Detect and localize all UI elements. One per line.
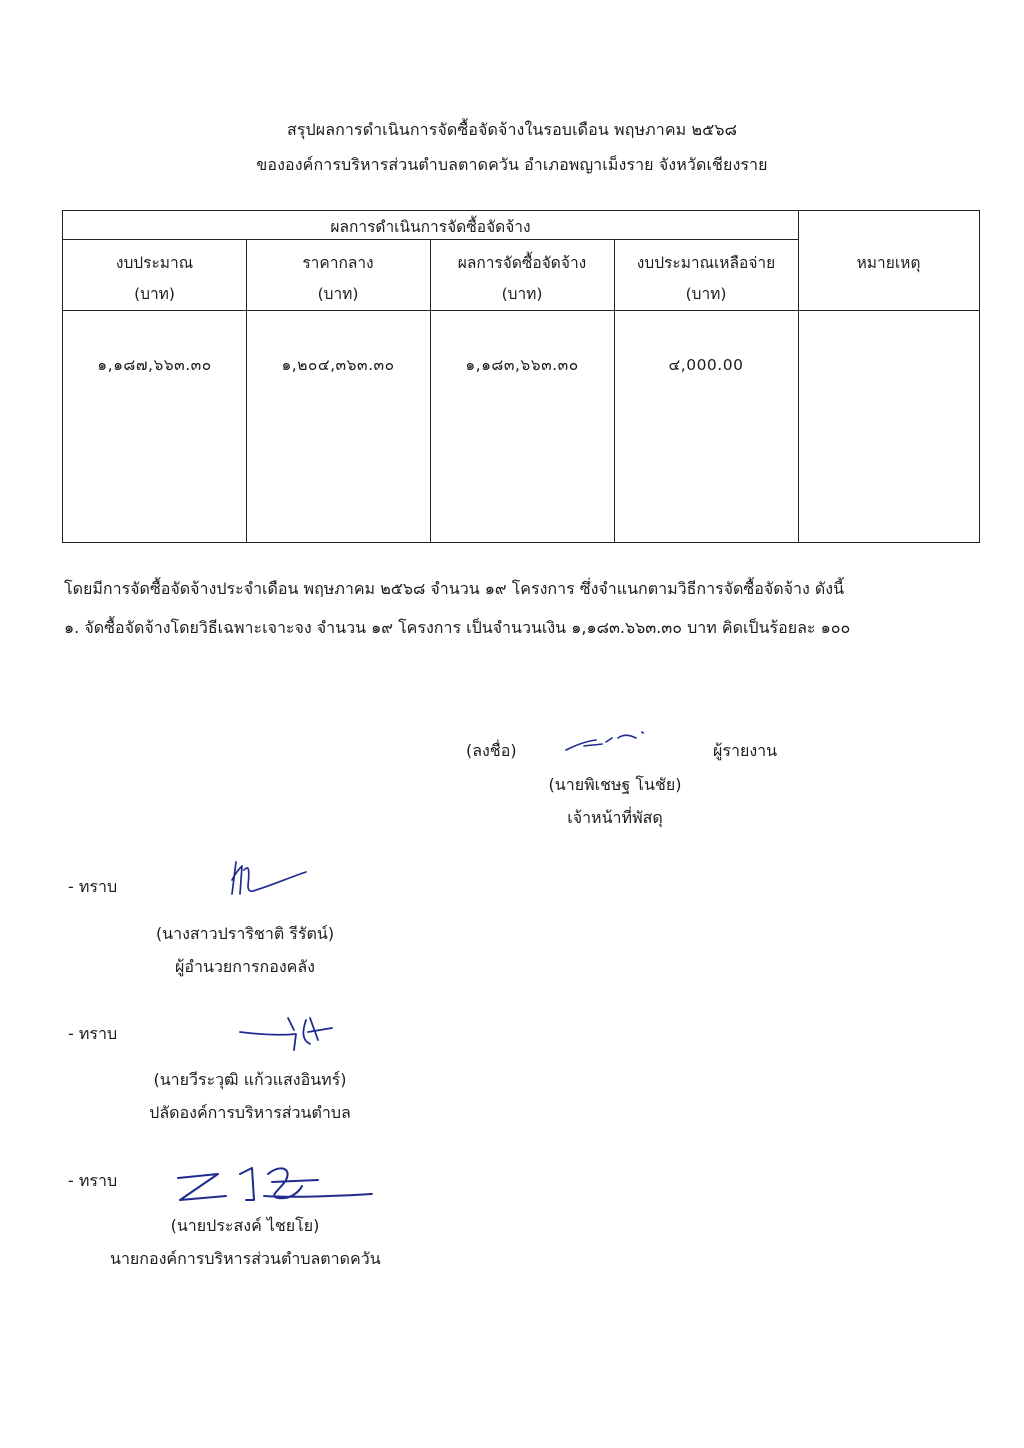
acknowledge-label: - ทราบ bbox=[68, 877, 118, 896]
sign-label: (ลงชื่อ) bbox=[466, 741, 517, 760]
document-title: สรุปผลการดำเนินการจัดซื้อจัดจ้างในรอบเดือน พฤษภาคม ๒๕๖๘ bbox=[286, 120, 738, 139]
acknowledger-name: (นางสาวปราริชาติ รีรัตน์) bbox=[155, 924, 335, 943]
group-header: ผลการดำเนินการจัดซื้อจัดจ้าง bbox=[330, 218, 531, 236]
column-header-procurement-result bbox=[430, 253, 614, 304]
acknowledge-label: - ทราบ bbox=[68, 1024, 118, 1043]
finance-director-signature bbox=[222, 856, 312, 900]
row-divider bbox=[63, 239, 798, 240]
column-header-unit: (บาท) bbox=[317, 285, 359, 303]
column-header-label: งบประมาณ bbox=[115, 254, 194, 272]
column-header-unit: (บาท) bbox=[134, 285, 175, 303]
acknowledger-name: (นายวีระวุฒิ แก้วแสงอินทร์) bbox=[153, 1070, 347, 1089]
chief-administrator-signature bbox=[236, 1010, 336, 1058]
reporter-name: (นายพิเชษฐ โนชัย) bbox=[548, 775, 682, 794]
summary-line-1: โดยมีการจัดซื้อจัดจ้างประจำเดือน พฤษภาคม ๒๕๖๘ จำนวน ๑๙ โครงการ ซึ่งจำแนกตามวิธีการจัดซื้อจัดจ้าง ดังนี้ bbox=[64, 579, 845, 598]
column-header-remark: หมายเหตุ bbox=[856, 254, 921, 272]
column-header-label: ราคากลาง bbox=[302, 254, 374, 272]
acknowledger-name: (นายประสงค์ ไชยโย) bbox=[170, 1216, 320, 1235]
row-divider bbox=[63, 310, 979, 311]
cell-procurement-result: ๑,๑๘๓,๖๖๓.๓๐ bbox=[465, 356, 579, 374]
summary-line-2: ๑. จัดซื้อจัดจ้างโดยวิธีเฉพาะเจาะจง จำนวน ๑๙ โครงการ เป็นจำนวนเงิน ๑,๑๘๓.๖๖๓.๓๐ บาท คิดเป็นร้อยละ ๑๐๐ bbox=[64, 618, 851, 637]
acknowledger-position: นายกองค์การบริหารส่วนตำบลตาดควัน bbox=[110, 1249, 381, 1268]
column-header-unit: (บาท) bbox=[685, 285, 727, 303]
reporter-signature bbox=[562, 726, 652, 758]
cell-remaining-budget: ๔,000.00 bbox=[668, 356, 744, 374]
column-header-budget bbox=[63, 253, 246, 304]
mayor-signature bbox=[168, 1160, 378, 1210]
acknowledger-position: ปลัดองค์การบริหารส่วนตำบล bbox=[149, 1103, 351, 1122]
column-header-label: ผลการจัดซื้อจัดจ้าง bbox=[457, 254, 587, 272]
acknowledge-label: - ทราบ bbox=[68, 1171, 118, 1190]
column-header-median-price bbox=[246, 253, 430, 304]
cell-median-price: ๑,๒๐๔,๓๖๓.๓๐ bbox=[281, 356, 395, 374]
cell-budget: ๑,๑๘๗,๖๖๓.๓๐ bbox=[97, 356, 212, 374]
document-subtitle: ขององค์การบริหารส่วนตำบลตาดควัน อำเภอพญาเม็งราย จังหวัดเชียงราย bbox=[256, 155, 768, 174]
column-header-unit: (บาท) bbox=[501, 285, 543, 303]
column-header-remaining-budget bbox=[614, 253, 798, 304]
acknowledger-position: ผู้อำนวยการกองคลัง bbox=[175, 957, 315, 976]
reporter-role: ผู้รายงาน bbox=[713, 741, 778, 760]
column-header-label: งบประมาณเหลือจ่าย bbox=[636, 254, 776, 272]
reporter-position: เจ้าหน้าที่พัสดุ bbox=[567, 808, 663, 827]
procurement-summary-table bbox=[62, 210, 980, 543]
